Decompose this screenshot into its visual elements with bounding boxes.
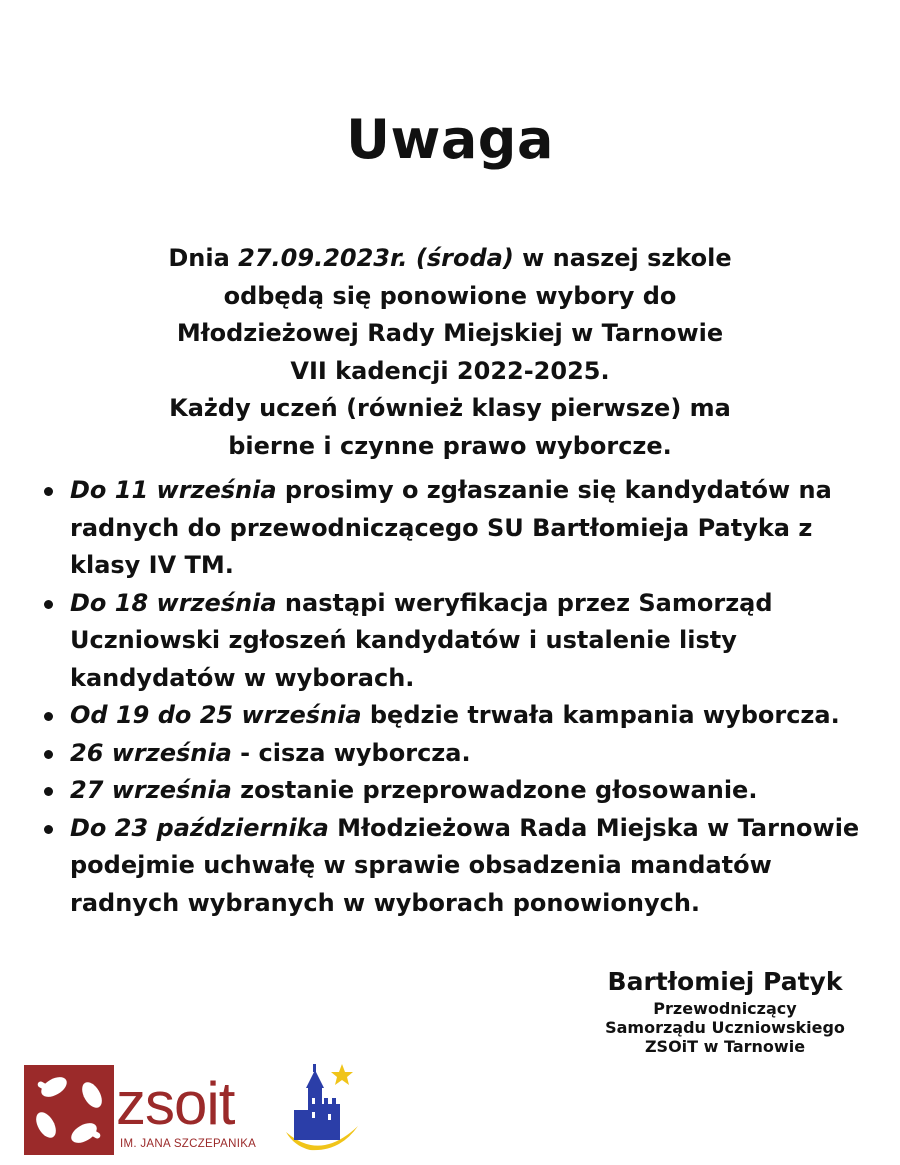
signature-role-1: Przewodniczący bbox=[653, 999, 797, 1018]
schedule-list bbox=[40, 472, 880, 922]
intro-line-4: VII kadencji 2022-2025. bbox=[290, 356, 610, 385]
school-logo bbox=[24, 1062, 264, 1157]
list-item: Do 18 września nastąpi weryfikacja przez Samorząd Uczniowski zgłoszeń kandydatów i ustalenie listy kandydatów w wyborach. bbox=[40, 585, 880, 698]
signature-role-2: Samorządu Uczniowskiego bbox=[605, 1018, 845, 1037]
signature-role-3: ZSOiT w Tarnowie bbox=[644, 1037, 806, 1056]
list-item: Od 19 do 25 września będzie trwała kampania wyborcza. bbox=[40, 697, 880, 735]
intro-paragraph bbox=[0, 240, 900, 465]
page-title: Uwaga bbox=[346, 108, 554, 171]
school-logo-text: zsoit bbox=[116, 1070, 235, 1137]
town-tower-moon-star-icon bbox=[280, 1060, 362, 1158]
intro-line-5: Każdy uczeń (również klasy pierwsze) ma bbox=[169, 394, 731, 422]
list-item: 26 września - cisza wyborcza. bbox=[40, 735, 880, 773]
election-date: 27.09.2023r. (środa) bbox=[238, 244, 514, 272]
school-logo-subtitle: IM. JANA SZCZEPANIKA bbox=[120, 1138, 257, 1150]
signature-name: Bartłomiej Patyk bbox=[607, 967, 843, 996]
intro-line-6: bierne i czynne prawo wyborcze. bbox=[228, 431, 672, 460]
signature-block bbox=[560, 965, 890, 1056]
intro-line-1: Dnia 27.09.2023r. (środa) w naszej szkole bbox=[168, 244, 732, 272]
list-item: Do 23 października Młodzieżowa Rada Miejska w Tarnowie podejmie uchwałę w sprawie obsadzenia mandatów radnych wybranych w wyborach ponowionych. bbox=[40, 810, 880, 923]
list-item: 27 września zostanie przeprowadzone głosowanie. bbox=[40, 772, 880, 810]
intro-line-2: odbędą się ponowione wybory do bbox=[223, 281, 677, 310]
hands-emblem-icon bbox=[24, 1065, 114, 1155]
list-item: Do 11 września prosimy o zgłaszanie się kandydatów na radnych do przewodniczącego SU Bartłomieja Patyka z klasy IV TM. bbox=[40, 472, 880, 585]
intro-line-3: Młodzieżowej Rady Miejskiej w Tarnowie bbox=[176, 319, 724, 347]
